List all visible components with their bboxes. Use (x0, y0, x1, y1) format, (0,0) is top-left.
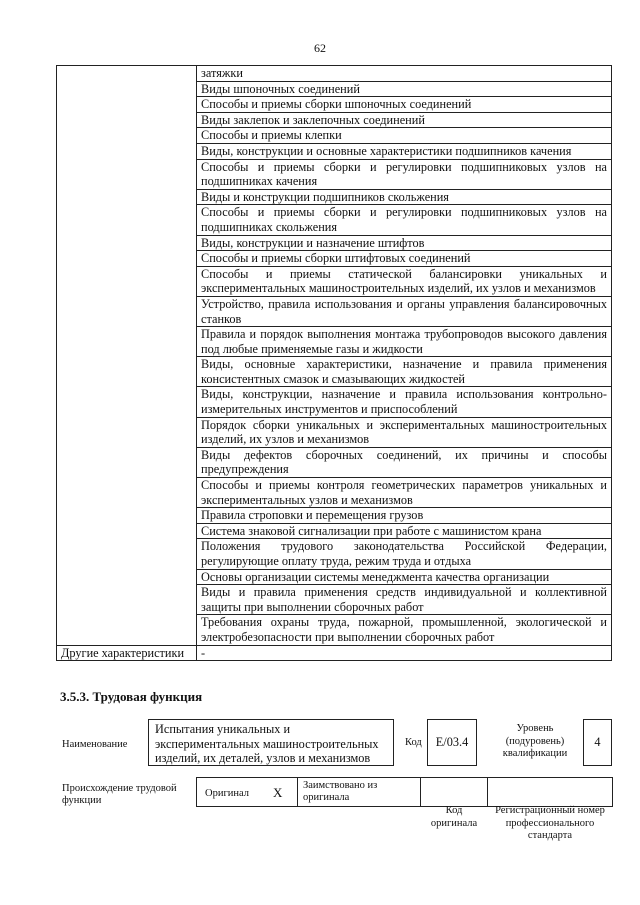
function-name-box (148, 719, 394, 766)
knowledge-item: Правила и порядок выполнения монтажа трубопроводов высокого давления под любые применяемые газы и жидкости (197, 327, 612, 357)
origin-divider-2 (420, 778, 421, 806)
knowledge-item: Виды шпоночных соединений (197, 81, 612, 97)
page-number: 62 (314, 41, 326, 55)
origin-label: Происхождение трудовой функции (62, 783, 177, 806)
level-label: Уровень (подуровень) квалификации (502, 723, 568, 759)
reg-number-label: Регистрационный номер профессионального стандарта (495, 805, 605, 841)
knowledge-item: Виды и правила применения средств индивидуальной и коллективной защиты при выполнении сборочных работ (197, 585, 612, 615)
knowledge-table (56, 65, 612, 661)
knowledge-item: затяжки (197, 66, 612, 82)
knowledge-item: Способы и приемы контроля геометрических параметров уникальных и экспериментальных узлов и механизмов (197, 478, 612, 508)
knowledge-item: Виды, основные характеристики, назначение и правила применения консистентных смазок и смазывающих жидкостей (197, 357, 612, 387)
code-label: Код (405, 737, 422, 748)
code-box (427, 719, 477, 766)
function-name-value: Испытания уникальных и экспериментальных машиностроительных изделий, их деталей, узлов и механизмов (155, 722, 379, 765)
borrowed-label: Заимствовано из оригинала (303, 780, 378, 803)
knowledge-item: Способы и приемы сборки и регулировки подшипниковых узлов на подшипниках скольжения (197, 205, 612, 235)
knowledge-item: Виды, конструкции и основные характеристики подшипников качения (197, 143, 612, 159)
knowledge-item: Положения трудового законодательства Российской Федерации, регулирующие оплату труда, режим труда и отдыха (197, 539, 612, 569)
table-row-other (57, 645, 612, 661)
knowledge-item: Устройство, правила использования и органы управления балансировочных станков (197, 296, 612, 326)
original-mark: X (273, 785, 283, 800)
origin-table (196, 777, 613, 807)
knowledge-item: Виды и конструкции подшипников скольжения (197, 189, 612, 205)
knowledge-item: Требования охраны труда, пожарной, промышленной, экологической и электробезопасности при выполнении сборочных работ (197, 615, 612, 645)
knowledge-item: Виды дефектов сборочных соединений, их причины и способы предупреждения (197, 447, 612, 477)
code-original-label: Код оригинала (430, 805, 478, 829)
knowledge-item: Основы организации системы менеджмента качества организации (197, 569, 612, 585)
name-label: Наименование (62, 739, 128, 750)
knowledge-item: Порядок сборки уникальных и экспериментальных машиностроительных изделий, их узлов и механизмов (197, 417, 612, 447)
section-title: 3.5.3. Трудовая функция (60, 689, 203, 704)
knowledge-item: Способы и приемы сборки шпоночных соединений (197, 97, 612, 113)
table-row (57, 66, 612, 82)
original-label: Оригинал (205, 788, 249, 799)
level-box (583, 719, 612, 766)
level-value: 4 (594, 735, 601, 749)
knowledge-item: Способы и приемы сборки штифтовых соединений (197, 251, 612, 267)
other-characteristics-value: - (197, 645, 612, 661)
row-label-cell (57, 66, 197, 646)
origin-divider-3 (487, 778, 488, 806)
knowledge-item: Правила строповки и перемещения грузов (197, 508, 612, 524)
knowledge-item: Виды заклепок и заклепочных соединений (197, 112, 612, 128)
code-value: E/03.4 (435, 735, 469, 749)
knowledge-item: Способы и приемы клепки (197, 128, 612, 144)
knowledge-item: Способы и приемы сборки и регулировки подшипниковых узлов на подшипниках качения (197, 159, 612, 189)
origin-divider-1 (297, 778, 298, 806)
knowledge-item: Виды, конструкции и назначение штифтов (197, 235, 612, 251)
other-characteristics-label: Другие характеристики (57, 645, 197, 661)
knowledge-item: Система знаковой сигнализации при работе с машинистом крана (197, 523, 612, 539)
knowledge-item: Виды, конструкции, назначение и правила использования контрольно-измерительных инструментов и приспособлений (197, 387, 612, 417)
knowledge-item: Способы и приемы статической балансировки уникальных и экспериментальных машиностроительных изделий, их узлов и механизмов (197, 266, 612, 296)
